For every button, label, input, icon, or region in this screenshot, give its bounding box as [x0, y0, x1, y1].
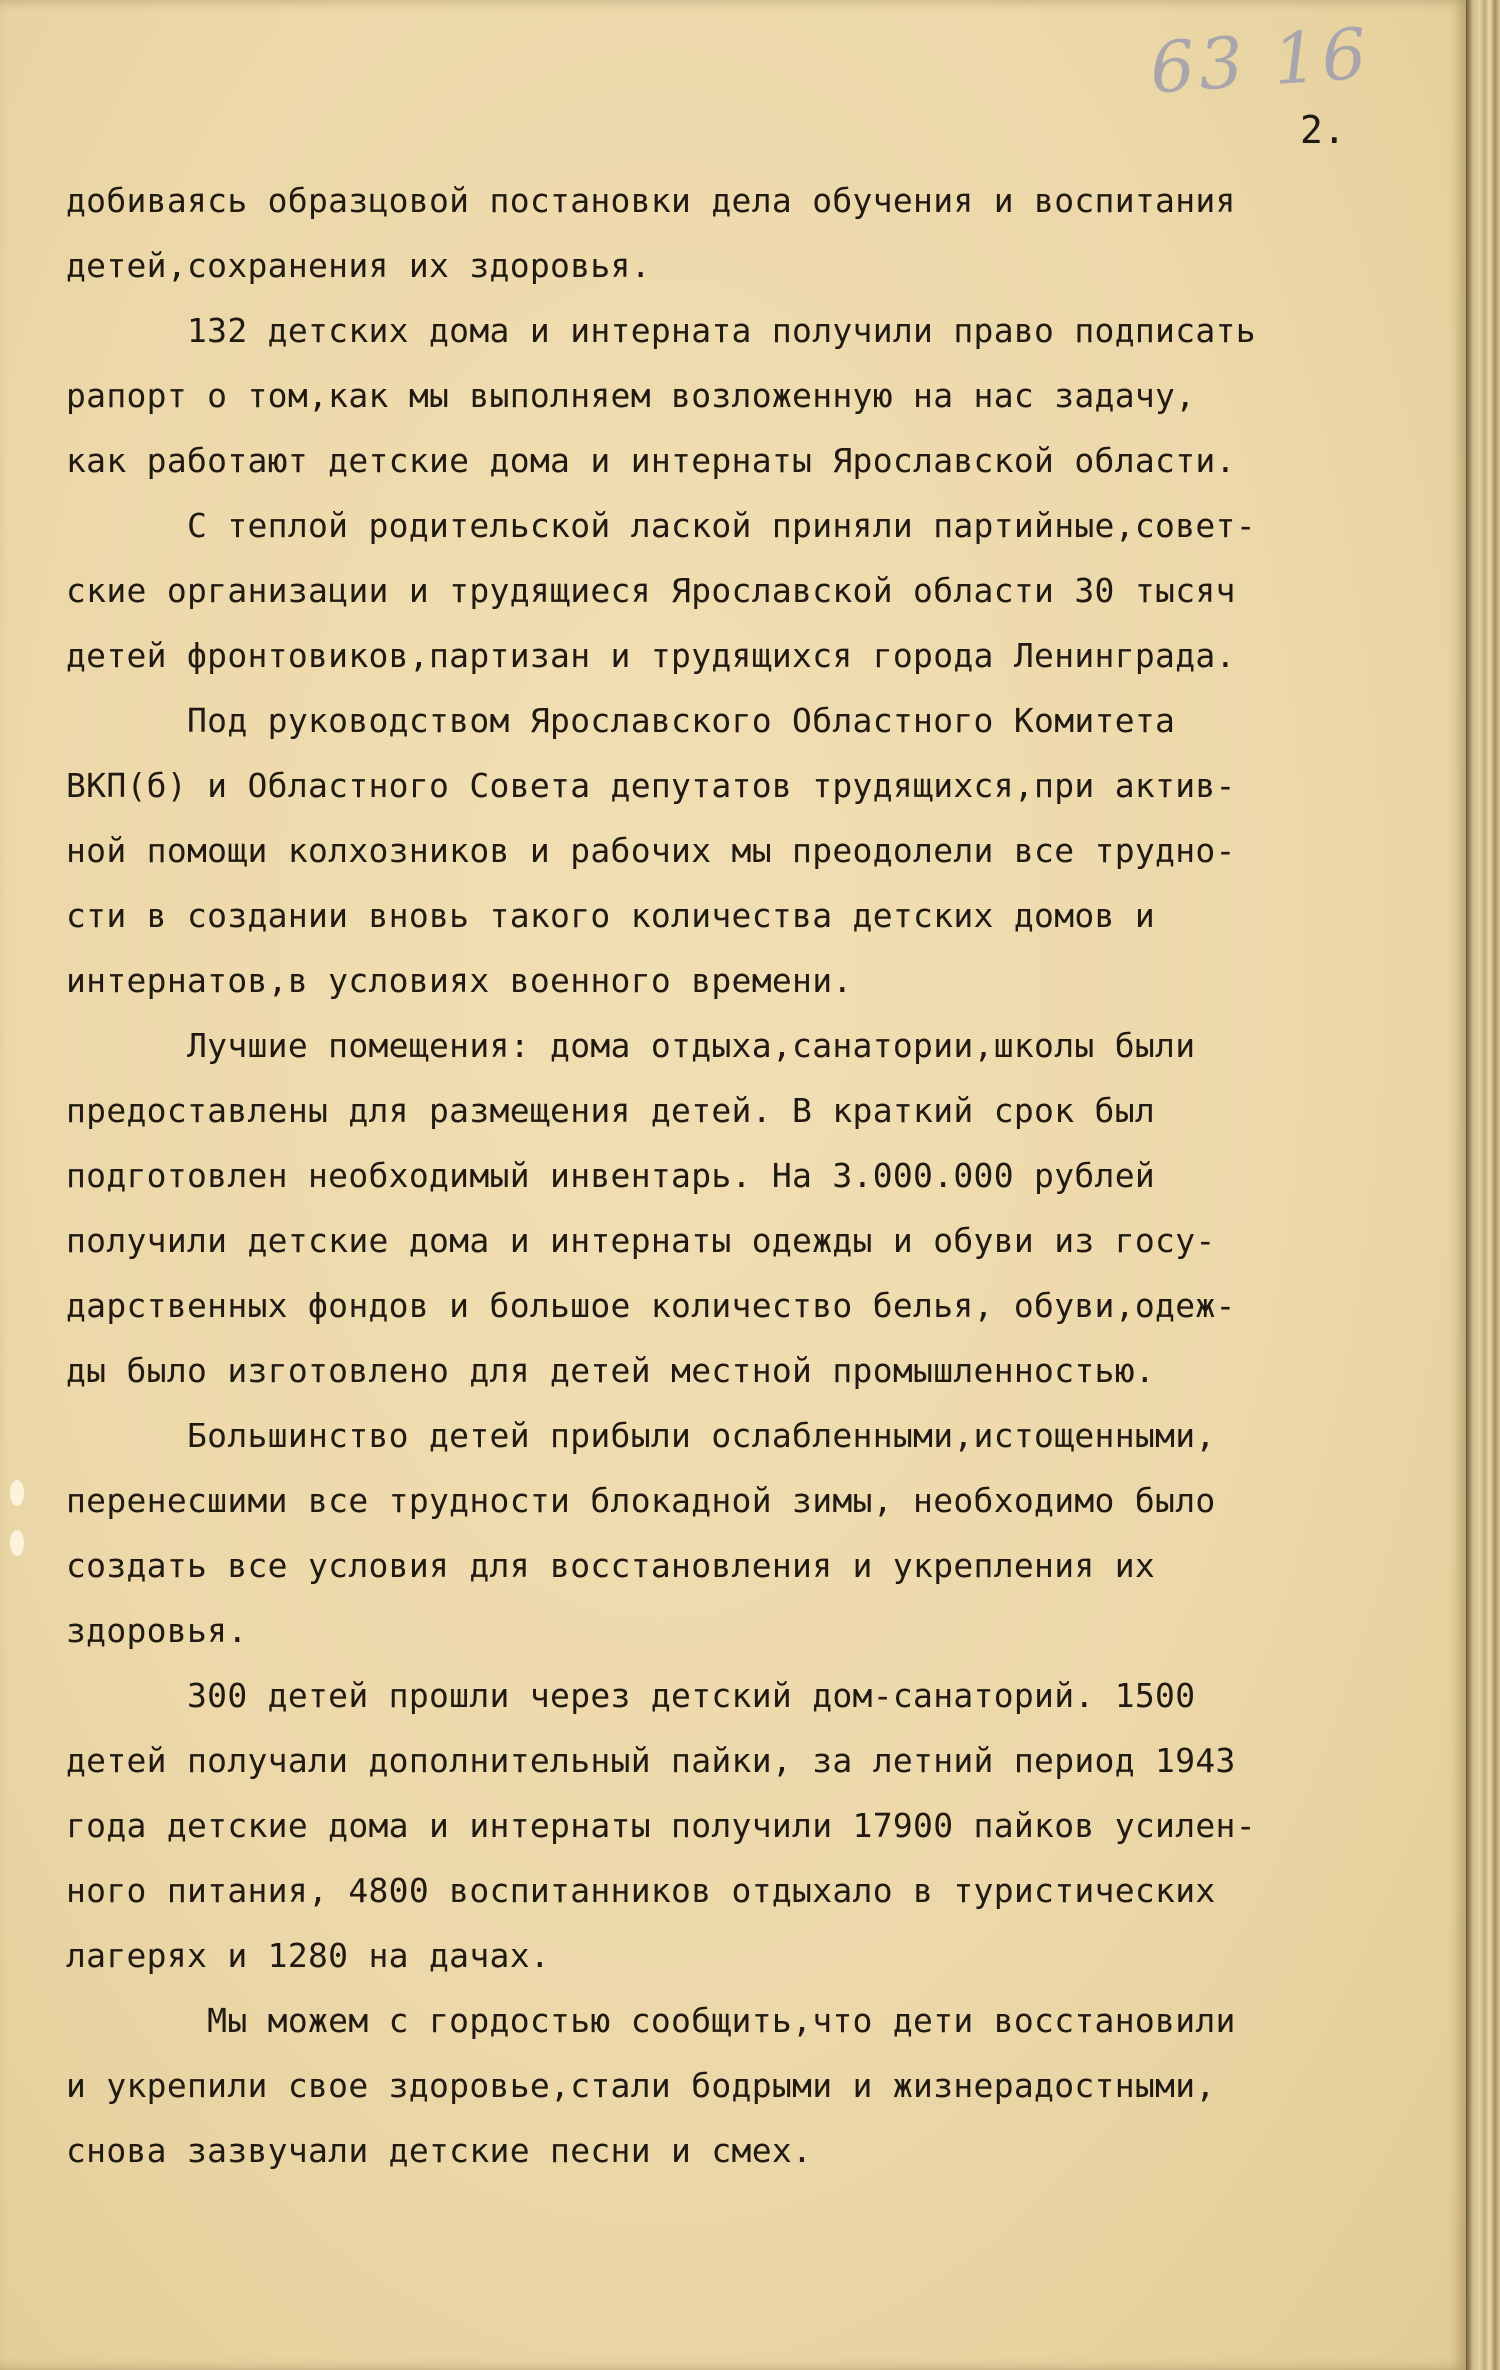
text-line: Мы можем с гордостью сообщить,что дети восстановили	[66, 2001, 1236, 2040]
paper-hole-mark	[10, 1530, 24, 1556]
text-line: как работают детские дома и интернаты Ярославской области.	[66, 441, 1236, 480]
text-line: предоставлены для размещения детей. В краткий срок был	[66, 1091, 1156, 1130]
page-number: 2.	[1300, 108, 1346, 152]
text-line: снова зазвучали детские песни и смех.	[66, 2131, 813, 2170]
text-line: ной помощи колхозников и рабочих мы преодолели все трудно-	[66, 831, 1236, 870]
text-line: Лучшие помещения: дома отдыха,санатории,школы были	[66, 1026, 1196, 1065]
text-line: интернатов,в условиях военного времени.	[66, 961, 853, 1000]
text-line: и укрепили свое здоровье,стали бодрыми и жизнерадостными,	[66, 2066, 1216, 2105]
text-line: перенесшими все трудности блокадной зимы, необходимо было	[66, 1481, 1216, 1520]
document-text	[66, 168, 1446, 2183]
text-line: ские организации и трудящиеся Ярославской области 30 тысяч	[66, 571, 1236, 610]
text-line: лагерях и 1280 на дачах.	[66, 1936, 551, 1975]
text-line: добиваясь образцовой постановки дела обучения и воспитания	[66, 181, 1236, 220]
archive-number: 63 16	[1147, 12, 1373, 110]
text-line: сти в создании вновь такого количества детских домов и	[66, 896, 1156, 935]
text-line: рапорт о том,как мы выполняем возложенную на нас задачу,	[66, 376, 1196, 415]
text-line: ного питания, 4800 воспитанников отдыхало в туристических	[66, 1871, 1216, 1910]
text-line: детей,сохранения их здоровья.	[66, 246, 651, 285]
text-line: детей фронтовиков,партизан и трудящихся города Ленинграда.	[66, 636, 1236, 675]
paper-hole-mark	[10, 1480, 24, 1506]
text-line: детей получали дополнительный пайки, за летний период 1943	[66, 1741, 1236, 1780]
text-line: С теплой родительской лаской приняли партийные,совет-	[66, 506, 1256, 545]
text-line: дарственных фондов и большое количество белья, обуви,одеж-	[66, 1286, 1236, 1325]
text-line: 132 детских дома и интерната получили право подписать	[66, 311, 1256, 350]
text-line: здоровья.	[66, 1611, 248, 1650]
text-line: создать все условия для восстановления и укрепления их	[66, 1546, 1156, 1585]
text-line: подготовлен необходимый инвентарь. На 3.000.000 рублей	[66, 1156, 1156, 1195]
page-stack-edge	[1466, 0, 1500, 2370]
text-line: ВКП(б) и Областного Совета депутатов трудящихся,при актив-	[66, 766, 1236, 805]
text-line: получили детские дома и интернаты одежды и обуви из госу-	[66, 1221, 1216, 1260]
text-line: Под руководством Ярославского Областного Комитета	[66, 701, 1176, 740]
text-line: 300 детей прошли через детский дом-санаторий. 1500	[66, 1676, 1196, 1715]
text-line: Большинство детей прибыли ослабленными,истощенными,	[66, 1416, 1216, 1455]
text-line: ды было изготовлено для детей местной промышленностью.	[66, 1351, 1156, 1390]
text-line: года детские дома и интернаты получили 17900 пайков усилен-	[66, 1806, 1256, 1845]
